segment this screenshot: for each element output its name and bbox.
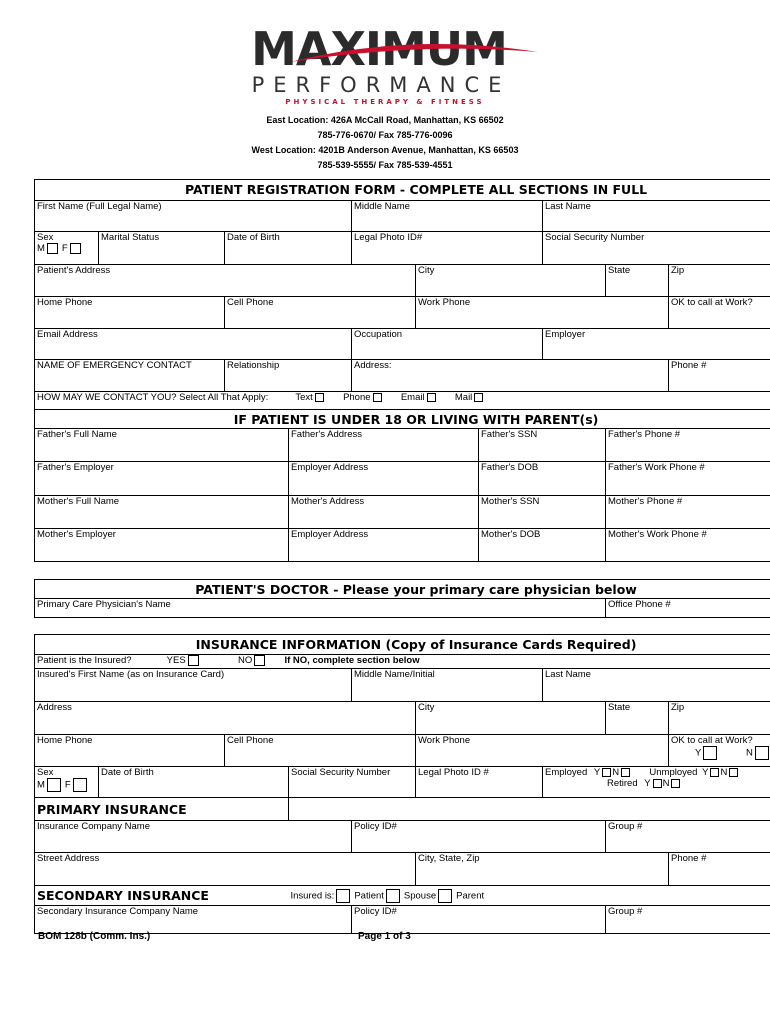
insured-state-field[interactable] — [606, 702, 669, 735]
secondary-company-field[interactable] — [35, 906, 352, 934]
mother-phone-field[interactable] — [606, 496, 770, 529]
physician-name-field[interactable] — [35, 599, 606, 618]
mother-employer-address-field[interactable] — [289, 529, 479, 562]
insured-state-label: State — [608, 702, 631, 713]
insured-cell-phone-label: Cell Phone — [227, 735, 274, 746]
insured-no-checkbox[interactable] — [254, 655, 265, 666]
father-phone-field[interactable] — [606, 429, 770, 462]
photo-id-label: Legal Photo ID# — [354, 232, 423, 243]
dob-label: Date of Birth — [227, 232, 280, 243]
mother-employer-label: Mother's Employer — [37, 529, 116, 540]
father-phone-label: Father's Phone # — [608, 429, 681, 440]
page-number: Page 1 of 3 — [358, 931, 411, 942]
east-location: East Location: 426A McCall Road, Manhattan, KS 66502 — [266, 115, 504, 125]
ret-n-label: N — [662, 778, 670, 789]
insured-last-field[interactable] — [543, 669, 770, 702]
primary-group-field[interactable] — [606, 821, 770, 853]
father-address-label: Father's Address — [291, 429, 362, 440]
insured-middle-field[interactable] — [352, 669, 543, 702]
mother-work-phone-label: Mother's Work Phone # — [608, 529, 707, 540]
emp-y-label: Y — [593, 767, 601, 778]
middle-name-field[interactable] — [352, 201, 543, 232]
spacer — [35, 562, 770, 580]
ret-y-label: Y — [644, 778, 651, 789]
employer-label: Employer — [545, 329, 586, 340]
insured-cell-phone-field[interactable] — [225, 735, 416, 767]
zip-field[interactable] — [669, 265, 770, 297]
em-address-label: Address: — [354, 360, 392, 371]
insured-yes-checkbox[interactable] — [188, 655, 199, 666]
address-label: Patient's Address — [37, 265, 111, 276]
father-dob-field[interactable] — [479, 462, 606, 496]
office-phone-label: Office Phone # — [608, 599, 671, 610]
email-checkbox[interactable] — [427, 393, 436, 402]
emp-n-label: N — [612, 767, 620, 778]
office-phone-field[interactable] — [606, 599, 770, 618]
primary-phone-label: Phone # — [671, 853, 707, 864]
home-phone-label: Home Phone — [37, 297, 93, 308]
west-location: West Location: 4201B Anderson Avenue, Manhattan, KS 66503 — [251, 145, 519, 155]
cell-phone-field[interactable] — [225, 297, 416, 329]
mother-phone-label: Mother's Phone # — [608, 496, 683, 507]
ok-call-label: OK to call at Work? — [671, 297, 753, 308]
sex-field — [35, 232, 99, 265]
primary-city-field[interactable] — [416, 853, 669, 886]
middle-name-label: Middle Name — [354, 201, 410, 212]
mother-dob-field[interactable] — [479, 529, 606, 562]
marital-label: Marital Status — [101, 232, 160, 243]
form-id: BOM 128b (Comm. Ins.) — [38, 931, 151, 942]
primary-company-label: Insurance Company Name — [37, 821, 150, 832]
secondary-insurance-title: SECONDARY INSURANCE — [35, 886, 289, 906]
mail-checkbox[interactable] — [474, 393, 483, 402]
mother-address-label: Mother's Address — [291, 496, 365, 507]
relationship-field[interactable] — [225, 360, 352, 392]
physician-name-label: Primary Care Physician's Name — [37, 599, 171, 610]
if-no-note: If NO, complete section below — [284, 655, 420, 667]
father-name-label: Father's Full Name — [37, 429, 117, 440]
employer-address-label: Employer Address — [291, 462, 369, 473]
unemployed-label: Unmployed — [649, 767, 698, 778]
address-field[interactable] — [35, 265, 416, 297]
retired-yes-checkbox[interactable] — [653, 779, 662, 788]
logo-tagline: PHYSICAL THERAPY & FITNESS — [285, 98, 485, 106]
insured-m-checkbox[interactable] — [47, 778, 61, 792]
state-label: State — [608, 265, 631, 276]
unemployed-yes-checkbox[interactable] — [710, 768, 719, 777]
insured-ssn-label: Social Security Number — [291, 767, 391, 778]
phone-checkbox[interactable] — [373, 393, 382, 402]
spacer — [35, 618, 770, 635]
opt-email-label: Email — [400, 392, 425, 403]
primary-title-blank — [289, 798, 770, 821]
insured-home-phone-label: Home Phone — [37, 735, 93, 746]
father-name-field[interactable] — [35, 429, 289, 462]
east-phone: 785-776-0670/ Fax 785-776-0096 — [317, 130, 453, 140]
marital-status-field[interactable] — [99, 232, 225, 265]
emergency-phone-field[interactable] — [669, 360, 770, 392]
mother-dob-label: Mother's DOB — [481, 529, 541, 540]
father-dob-label: Father's DOB — [481, 462, 539, 473]
primary-policy-label: Policy ID# — [354, 821, 397, 832]
ssn-field[interactable] — [543, 232, 770, 265]
contact-preference-row — [35, 392, 770, 410]
opt-text-label: Text — [295, 392, 313, 403]
insured-photo-id-field[interactable] — [416, 767, 543, 798]
opt-mail-label: Mail — [454, 392, 473, 403]
em-phone-label: Phone # — [671, 360, 707, 371]
primary-insurance-title: PRIMARY INSURANCE — [35, 798, 289, 821]
sex-m-label: M — [37, 243, 45, 255]
unemp-n-label: N — [720, 767, 728, 778]
yes-label: YES — [166, 655, 186, 667]
spouse-label: Spouse — [403, 890, 437, 902]
emergency-contact-field[interactable] — [35, 360, 225, 392]
mother-address-field[interactable] — [289, 496, 479, 529]
state-field[interactable] — [606, 265, 669, 297]
ok-call-work-field[interactable] — [669, 297, 770, 329]
employment-status-field — [543, 767, 770, 798]
insured-middle-label: Middle Name/Initial — [354, 669, 435, 680]
mother-name-label: Mother's Full Name — [37, 496, 120, 507]
father-work-phone-field[interactable] — [606, 462, 770, 496]
doctor-section-title: PATIENT'S DOCTOR - Please your primary care physician below — [35, 580, 770, 599]
photo-id-field[interactable] — [352, 232, 543, 265]
employed-label: Employed — [545, 767, 588, 778]
sex-f-checkbox[interactable] — [70, 243, 81, 254]
last-name-field[interactable] — [543, 201, 770, 232]
father-work-phone-label: Father's Work Phone # — [608, 462, 705, 473]
primary-street-label: Street Address — [37, 853, 100, 864]
mother-ssn-label: Mother's SSN — [481, 496, 540, 507]
home-phone-field[interactable] — [35, 297, 225, 329]
insured-is-row — [289, 886, 770, 906]
secondary-company-label: Secondary Insurance Company Name — [37, 906, 199, 917]
insured-sex-label: Sex — [37, 767, 54, 778]
insured-zip-field[interactable] — [669, 702, 770, 735]
insured-sex-field — [35, 767, 99, 798]
occupation-field[interactable] — [352, 329, 543, 360]
insured-address-label: Address — [37, 702, 72, 713]
insured-ok-call-label: OK to call at Work? — [671, 735, 753, 746]
father-ssn-label: Father's SSN — [481, 429, 538, 440]
relationship-label: Relationship — [227, 360, 280, 371]
employed-yes-checkbox[interactable] — [602, 768, 611, 777]
dob-field[interactable] — [225, 232, 352, 265]
mother-work-phone-field[interactable] — [606, 529, 770, 562]
sex-m-checkbox[interactable] — [47, 243, 58, 254]
logo-performance: PERFORMANCE — [251, 73, 511, 97]
is-insured-label: Patient is the Insured? — [37, 655, 132, 667]
zip-label: Zip — [671, 265, 685, 276]
unemployed-no-checkbox[interactable] — [729, 768, 738, 777]
city-label: City — [418, 265, 435, 276]
primary-phone-field[interactable] — [669, 853, 770, 886]
work-phone-field[interactable] — [416, 297, 669, 329]
logo-swoosh-icon — [270, 30, 540, 70]
secondary-group-label: Group # — [608, 906, 643, 917]
insurance-section-title: INSURANCE INFORMATION (Copy of Insurance Cards Required) — [35, 635, 770, 655]
insured-dob-field[interactable] — [99, 767, 289, 798]
logo-wordmark: MAXIMUM — [251, 22, 507, 76]
patient-label: Patient — [354, 890, 384, 902]
primary-company-field[interactable] — [35, 821, 352, 853]
occupation-label: Occupation — [354, 329, 403, 340]
secondary-group-field[interactable] — [606, 906, 770, 934]
registration-form — [34, 179, 770, 934]
emergency-address-field[interactable] — [352, 360, 669, 392]
primary-group-label: Group # — [608, 821, 643, 832]
parent-section-title: IF PATIENT IS UNDER 18 OR LIVING WITH PARENT(s) — [35, 410, 770, 429]
sex-label: Sex — [37, 232, 54, 243]
insured-city-label: City — [418, 702, 435, 713]
secondary-policy-label: Policy ID# — [354, 906, 397, 917]
insured-first-label: Insured's First Name (as on Insurance Card) — [37, 669, 225, 680]
cell-phone-label: Cell Phone — [227, 297, 274, 308]
text-checkbox[interactable] — [315, 393, 324, 402]
email-label: Email Address — [37, 329, 98, 340]
insured-m-label: M — [37, 779, 45, 791]
primary-street-field[interactable] — [35, 853, 416, 886]
mother-employer-address-label: Employer Address — [291, 529, 369, 540]
insured-f-label: F — [64, 779, 71, 791]
insured-dob-label: Date of Birth — [101, 767, 154, 778]
insured-first-name-field[interactable] — [35, 669, 352, 702]
father-employer-field[interactable] — [35, 462, 289, 496]
insured-is-label: Insured is: — [290, 890, 335, 902]
ok-call-yes-checkbox[interactable] — [703, 746, 717, 760]
last-name-label: Last Name — [545, 201, 591, 212]
insured-city-field[interactable] — [416, 702, 606, 735]
mother-name-field[interactable] — [35, 496, 289, 529]
opt-phone-label: Phone — [343, 392, 371, 403]
sex-f-label: F — [61, 243, 68, 255]
father-ssn-field[interactable] — [479, 429, 606, 462]
insured-address-field[interactable] — [35, 702, 416, 735]
insured-zip-label: Zip — [671, 702, 685, 713]
mother-ssn-field[interactable] — [479, 496, 606, 529]
city-field[interactable] — [416, 265, 606, 297]
contact-question: HOW MAY WE CONTACT YOU? Select All That Apply: — [37, 392, 269, 403]
ok-call-no-checkbox[interactable] — [755, 746, 769, 760]
insured-ok-call-field — [669, 735, 770, 767]
insured-ssn-field[interactable] — [289, 767, 416, 798]
primary-city-label: City, State, Zip — [418, 853, 480, 864]
work-phone-label: Work Phone — [418, 297, 471, 308]
parent-label: Parent — [456, 890, 485, 902]
email-field[interactable] — [35, 329, 352, 360]
mother-employer-field[interactable] — [35, 529, 289, 562]
first-name-label: First Name (Full Legal Name) — [37, 201, 162, 212]
employer-field[interactable] — [543, 329, 770, 360]
father-employer-address-field[interactable] — [289, 462, 479, 496]
ok-y-label: Y — [695, 747, 702, 759]
insured-work-phone-field[interactable] — [416, 735, 669, 767]
father-address-field[interactable] — [289, 429, 479, 462]
insured-parent-checkbox[interactable] — [438, 889, 452, 903]
insured-question-row — [35, 655, 770, 669]
no-label: NO — [237, 655, 253, 667]
insured-f-checkbox[interactable] — [73, 778, 87, 792]
insured-last-label: Last Name — [545, 669, 591, 680]
ok-n-label: N — [745, 747, 753, 759]
employed-no-checkbox[interactable] — [621, 768, 630, 777]
insured-home-phone-field[interactable] — [35, 735, 225, 767]
secondary-policy-field[interactable] — [352, 906, 606, 934]
insured-spouse-checkbox[interactable] — [386, 889, 400, 903]
first-name-field[interactable] — [35, 201, 352, 232]
unemp-y-label: Y — [702, 767, 709, 778]
retired-no-checkbox[interactable] — [671, 779, 680, 788]
insured-photo-id-label: Legal Photo ID # — [418, 767, 489, 778]
west-phone: 785-539-5555/ Fax 785-539-4551 — [317, 160, 453, 170]
primary-policy-field[interactable] — [352, 821, 606, 853]
emergency-label: NAME OF EMERGENCY CONTACT — [37, 360, 192, 371]
ssn-label: Social Security Number — [545, 232, 645, 243]
father-employer-label: Father's Employer — [37, 462, 114, 473]
insured-patient-checkbox[interactable] — [336, 889, 350, 903]
retired-label: Retired — [607, 778, 638, 789]
form-title: PATIENT REGISTRATION FORM - COMPLETE ALL SECTIONS IN FULL — [35, 180, 770, 201]
insured-work-phone-label: Work Phone — [418, 735, 471, 746]
